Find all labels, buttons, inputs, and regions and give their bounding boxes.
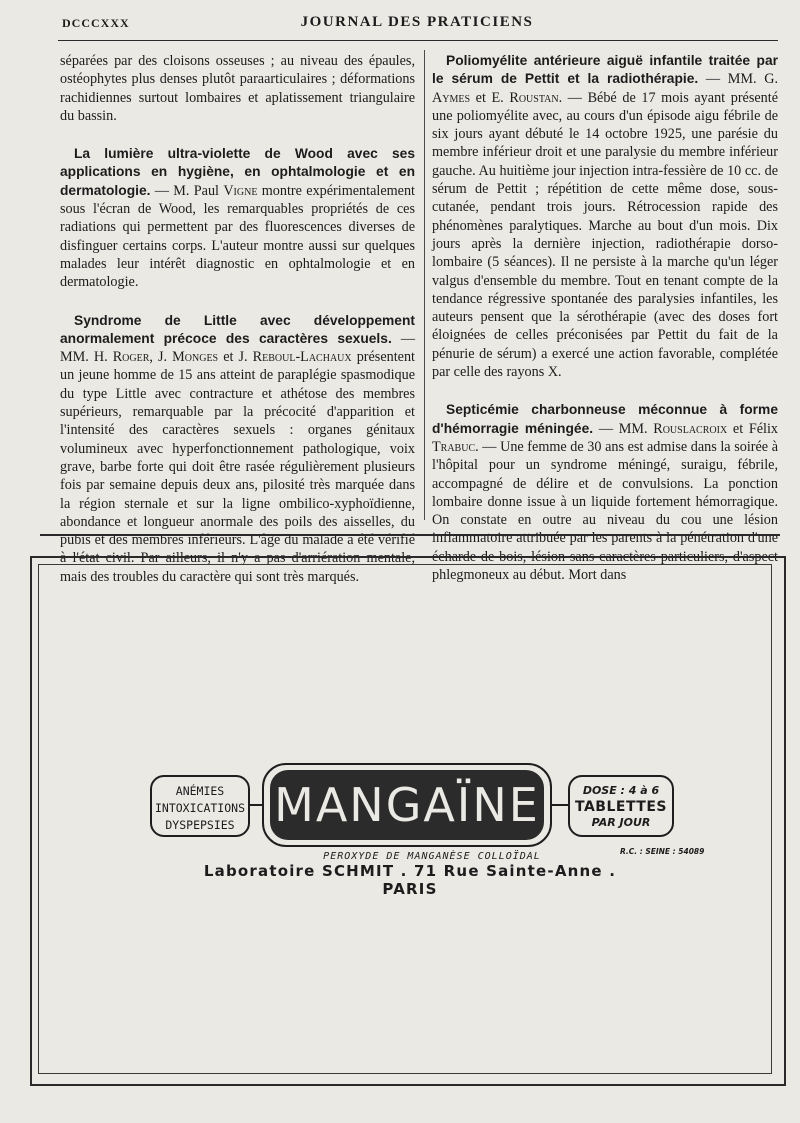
left-column (60, 52, 415, 606)
intro-paragraph (60, 52, 415, 125)
article-little (60, 312, 415, 586)
ad-connector-right (552, 804, 568, 806)
article-little-author-3: Reboul-Lachaux (252, 349, 352, 366)
article-wood (60, 145, 415, 291)
right-column (432, 52, 778, 604)
article-little-title: Syndrome de Little avec développement anormalement précoce des caractères sexuels. (60, 312, 415, 346)
article-polio-paragraph (432, 52, 778, 381)
article-wood-title: La lumière ultra-violette de Wood avec ses applications en hygiène, en ophtalmologie et en dermatologie. (60, 146, 415, 198)
article-wood-author: Vigne (223, 182, 258, 199)
article-polio-body: . — Bébé de 17 mois ayant présenté une poliomyélite avec, au cours d'un épisode aigu fébrile de six jours ayant débuté le 14 octobre 1925, une parésie du membre inférieur droit et une paralysie du membre inférieur gauche. Au huitième jour injection intra-fessière de 10 cc. de sérum de Pettit ; répétition de cette même dose, sous-cutanée, pendant trois jours. Rétrocession rapide des phénomènes paralytiques. Marche au bout d'un mois. Dix jours après la dernière injection, radiothérapie dorso-lombaire (5 séances). Il ne persiste à la marche qu'un léger valgus d'ensemble du membre. Tout en tenant compte de la tendance régressive spontanée des paralysies infantiles, les auteurs pensent que la sérothérapie (avec des doses fort éloignées de celles préconisées par Pettit du fait de la pénurie de sérum) a exercé une action favorable, complétée par celle des rayons X. (432, 89, 779, 381)
article-charbon-author-2: Trabuc (432, 438, 476, 455)
ad-indications-box (150, 775, 250, 837)
ad-indication-1: ANÉMIES (175, 784, 225, 798)
article-charbon-author-sep: et Félix (727, 420, 779, 437)
article-polio-authors-prefix: — MM. G. (698, 71, 778, 88)
intro-text: séparées par des cloisons osseuses ; au niveau des épaules, ostéophytes plus denses plutôt paraarticulaires ; déformations rachidiennes surtout lombaires et aplatissement triangulaire du bassin. (60, 53, 415, 124)
article-polio (432, 52, 778, 381)
journal-title: JOURNAL DES PRATICIENS (300, 14, 534, 30)
article-little-authors-prefix: — MM. H. (60, 330, 415, 366)
ad-indication-3: DYSPEPSIES (165, 818, 235, 832)
page-header (62, 14, 772, 38)
section-rule (40, 534, 780, 536)
article-little-body: présentent un jeune homme de 15 ans atteint de paraplégie spasmodique du type Little avec contracture et athétose des membres supérieurs, remarquable par la précocité d'apparition et l'intensité des caractères sexuels : organes génitaux volumineux avec hyperfonctionnement pathologique, voix grave, barbe forte qui doit être rasée régulièrement plusieurs fois par semaine depuis deux ans, pilosité très marquée dans la région sternale et sur la ligne ombilico-xyphoïdienne, abondance et longueur anormale des poils des aisselles, du pubis et des membres inférieurs. L'âge du malade a été vérifié à l'état civil. Par ailleurs, il n'y a pas d'arriération mentale, mais des troubles du caractère qui sont très marqués. (60, 349, 415, 585)
article-little-author-1: Roger (112, 349, 150, 366)
article-polio-author-sep: et E. (470, 89, 510, 106)
article-little-author-2: Monges (172, 349, 219, 366)
ad-laboratory-address: Laboratoire SCHMIT . 71 Rue Sainte-Anne . PARIS (203, 862, 617, 898)
article-wood-dash: — M. Paul (150, 182, 224, 199)
ad-product-description: PEROXYDE DE MANGANÈSE COLLOÏDAL (323, 851, 541, 862)
page-folio: DCCCXXX (62, 16, 130, 30)
ad-indication-2: INTOXICATIONS (154, 801, 245, 815)
ad-par-jour: PAR JOUR (591, 816, 651, 829)
column-divider (424, 50, 425, 520)
article-little-author-sep-1: , J. (149, 349, 173, 366)
article-charbon-authors-prefix: — MM. (593, 420, 654, 437)
article-wood-body: montre expérimentalement sous l'écran de Wood, les remarquables propriétés de ces radiations qui permettent par des fluorescences diverses de disfinguer certains corps. L'auteur montre aussi sur quelques malades leur intérêt diagnostic en ophtalmologie et en dermatologie. (60, 182, 415, 291)
article-little-paragraph (60, 312, 415, 586)
article-polio-title: Poliomyélite antérieure aiguë infantile traitée par le sérum de Pettit et la radiothérapie. (432, 53, 778, 87)
article-little-author-sep-2: et J. (218, 349, 253, 366)
header-rule (58, 40, 778, 41)
article-polio-author-2: Roustan (509, 89, 559, 106)
ad-brand-name: MANGAÏNE (270, 770, 544, 840)
article-charbon-title: Septicémie charbonneuse méconnue à forme d'hémorragie méningée. (432, 402, 778, 436)
ad-dosage-box (568, 775, 674, 837)
ad-dose: DOSE : 4 à 6 (582, 784, 660, 797)
article-charbon-body: . — Une femme de 30 ans est admise dans la soirée à l'hôpital pour un syndrome méningé, suraigu, fébrile, accompagné de délire et de convulsions. La ponction lombaire donne issue à un liquide fortement hémorragique. On constate en outre au niveau du cou une lésion inflammatoire attribuée par les parents à la pénétration d'une écharde de bois, lésion sans caractères particuliers, d'aspect phlegmoneux au début. Mort dans (432, 438, 778, 584)
ad-tablettes: TABLETTES (574, 799, 668, 815)
article-charbon-author-1: Rouslacroix (653, 420, 728, 437)
article-wood-paragraph (60, 145, 415, 291)
ad-registration-number: R.C. : SEINE : 54089 (620, 847, 705, 856)
article-polio-author-1: Aymes (432, 89, 471, 106)
